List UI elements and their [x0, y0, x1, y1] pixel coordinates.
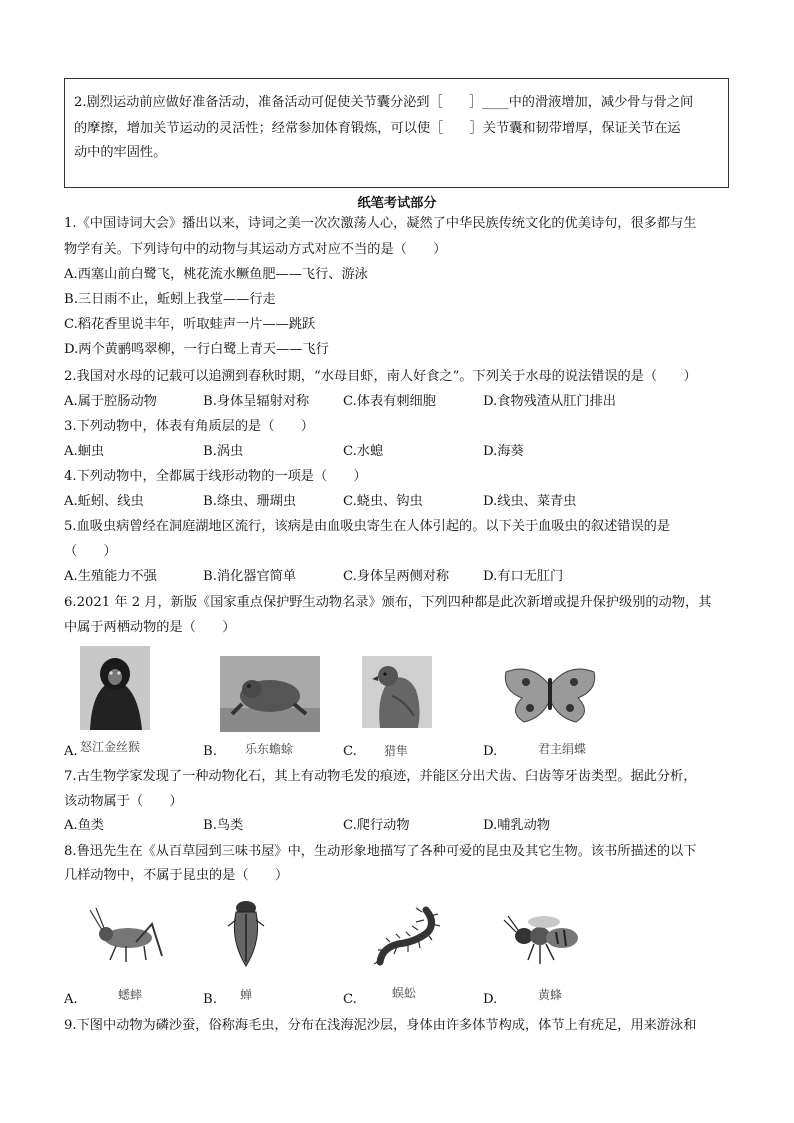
toad-photo — [220, 656, 320, 732]
q5-option-c: C.身体呈两侧对称 — [343, 569, 450, 584]
q1-stem-line-1: 1.《中国诗词大会》播出以来，诗词之美一次次激荡人心，凝然了中华民族传统文化的优美诗句，很多都与生 — [64, 216, 697, 231]
centipede-drawing — [372, 904, 440, 970]
q6-option-d[interactable]: D. — [483, 744, 498, 759]
q8-option-b[interactable]: B. — [203, 992, 217, 1007]
q4-option-b: B.绦虫、珊瑚虫 — [203, 494, 297, 509]
cricket-drawing — [86, 906, 166, 966]
q3-option-b: B.涡虫 — [203, 444, 244, 459]
q6-option-b[interactable]: B. — [203, 744, 217, 759]
q1-option-b: B.三日雨不止，蚯蚓上我堂——行走 — [64, 292, 276, 307]
q2-option-b: B.身体呈辐射对称 — [203, 394, 310, 409]
q6-caption-a: 怒江金丝猴 — [80, 740, 141, 754]
q2-option-c: C.体表有刺细胞 — [343, 394, 436, 409]
falcon-photo — [362, 656, 432, 728]
q9-stem-line-1: 9.下图中动物为磷沙蚕，俗称海毛虫，分布在浅海泥沙层，身体由许多体节构成，体节上有疣足，用来游泳和 — [64, 1018, 697, 1033]
q6-option-a[interactable]: A. — [64, 744, 78, 759]
q8-caption-a: 蟋蟀 — [118, 988, 143, 1002]
q8-caption-b: 蝉 — [240, 988, 253, 1002]
q5-stem-line-2: （ ） — [64, 544, 117, 559]
q6-caption-d: 君主绢蝶 — [538, 742, 587, 756]
q3-stem: 3.下列动物中，体表有角质层的是（ ） — [64, 419, 314, 434]
q1-stem-line-2: 物学有关。下列诗句中的动物与其运动方式对应不当的是（ ） — [64, 242, 447, 257]
q1-option-a: A.西塞山前白鹭飞，桃花流水鳜鱼肥——飞行、游泳 — [64, 267, 368, 282]
q7-option-a: A.鱼类 — [64, 818, 105, 833]
q8-caption-d: 黄蜂 — [538, 988, 563, 1002]
q8-stem-line-2: 几样动物中，不属于昆虫的是（ ） — [64, 868, 289, 883]
q4-option-c: C.蛲虫、钩虫 — [343, 494, 423, 509]
q3-option-d: D.海葵 — [483, 444, 524, 459]
q8-option-c[interactable]: C. — [343, 992, 357, 1007]
q4-option-d: D.线虫、菜青虫 — [483, 494, 577, 509]
q1-option-c: C.稻花香里说丰年，听取蛙声一片——跳跃 — [64, 317, 316, 332]
q7-stem-line-2: 该动物属于（ ） — [64, 794, 183, 809]
q7-option-d: D.哺乳动物 — [483, 818, 551, 833]
q6-caption-c: 猎隼 — [384, 744, 409, 758]
q3-option-a: A.蛔虫 — [64, 444, 105, 459]
q6-option-c[interactable]: C. — [343, 744, 357, 759]
q1-option-d: D.两个黄鹂鸣翠柳，一行白鹭上青天——飞行 — [64, 342, 329, 357]
q8-stem-line-1: 8.鲁迅先生在《从百草园到三味书屋》中，生动形象地描写了各种可爱的昆虫及其它生物。该书所描述的以下 — [64, 844, 697, 859]
q5-option-a: A.生殖能力不强 — [64, 569, 157, 584]
q5-option-b: B.消化器官简单 — [203, 569, 297, 584]
q7-option-c: C.爬行动物 — [343, 818, 410, 833]
q6-caption-b: 乐东蟾蜍 — [245, 742, 294, 756]
q6-stem-line-2: 中属于两栖动物的是（ ） — [64, 620, 236, 635]
butterfly-photo — [502, 664, 598, 726]
section-title: 纸笔考试部分 — [357, 196, 437, 211]
monkey-photo — [80, 646, 150, 730]
q8-option-a[interactable]: A. — [64, 992, 78, 1007]
q7-stem-line-1: 7.古生物学家发现了一种动物化石，其上有动物毛发的痕迹，并能区分出犬齿、臼齿等牙齿类型。据此分析， — [64, 769, 697, 784]
q8-caption-c: 蜈蚣 — [392, 986, 417, 1000]
cicada-drawing — [226, 896, 266, 968]
q4-stem: 4.下列动物中，全都属于线形动物的一项是（ ） — [64, 469, 367, 484]
box-line-2: 的摩擦，增加关节运动的灵活性；经常参加体育锻炼，可以使［ ］关节囊和韧带增厚，保证关节在运 — [74, 121, 681, 136]
box-line-3: 动中的牢固性。 — [74, 145, 167, 160]
q2-option-d: D.食物残渣从肛门排出 — [483, 394, 616, 409]
fill-in-box — [64, 78, 729, 188]
q6-stem-line-1: 6.2021 年 2 月，新版《国家重点保护野生动物名录》颁布，下列四种都是此次新增或提升保护级别的动物，其 — [64, 595, 712, 610]
q4-option-a: A.蚯蚓、线虫 — [64, 494, 144, 509]
q5-option-d: D.有口无肛门 — [483, 569, 564, 584]
q3-option-c: C.水螅 — [343, 444, 384, 459]
q2-option-a: A.属于腔肠动物 — [64, 394, 157, 409]
wasp-drawing — [500, 908, 584, 968]
q7-option-b: B.鸟类 — [203, 818, 244, 833]
box-line-1: 2.剧烈运动前应做好准备活动，准备活动可促使关节囊分泌到［ ］____中的滑液增加，减少骨与骨之间 — [74, 95, 694, 110]
q5-stem-line-1: 5.血吸虫病曾经在洞庭湖地区流行，该病是由血吸虫寄生在人体引起的。以下关于血吸虫的叙述错误的是 — [64, 519, 671, 534]
q8-option-d[interactable]: D. — [483, 992, 498, 1007]
q2-stem: 2.我国对水母的记载可以追溯到春秋时期，“水母目虾，南人好食之”。下列关于水母的说法错误的是（ ） — [64, 369, 697, 384]
